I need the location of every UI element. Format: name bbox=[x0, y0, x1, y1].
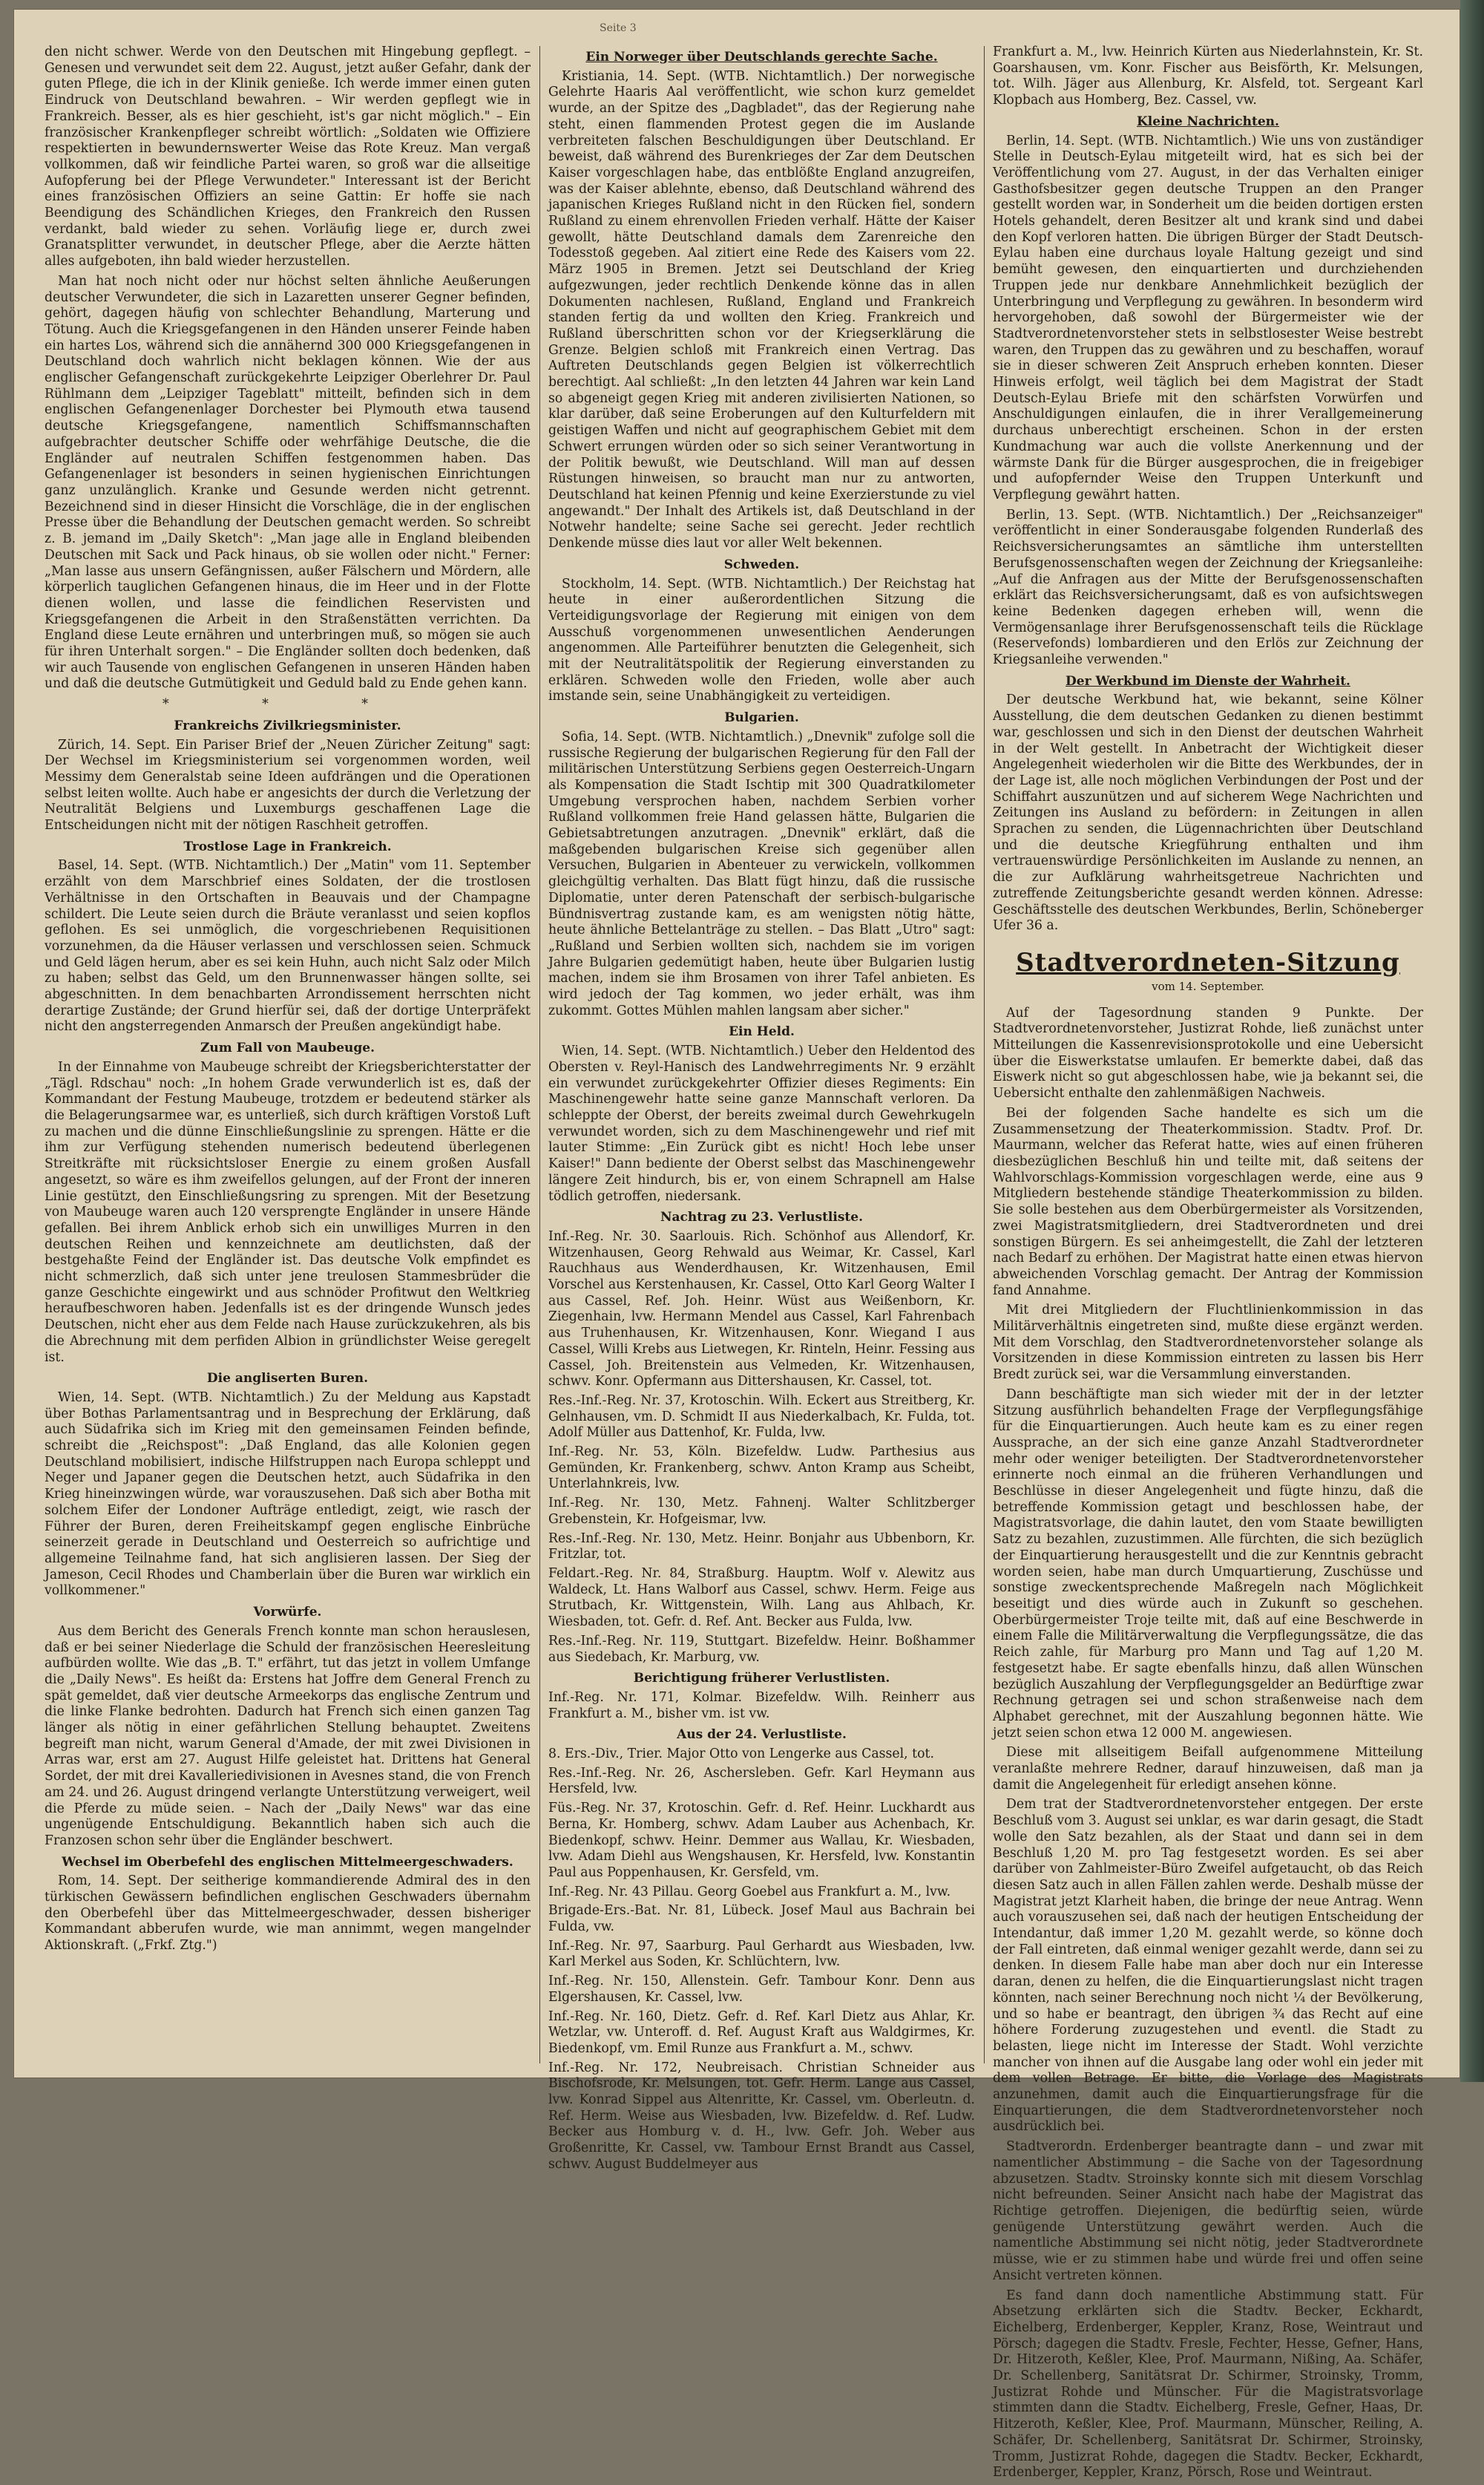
article-paragraph: Berlin, 14. Sept. (WTB. Nichtamtlich.) Wie uns von zuständiger Stelle in Deutsch-Eylau mitgeteilt wird, hat es sich bei der Veröffentlichung vom 27. August, in der das Verhalten einiger Gasthofsbesitzer gegen deutsche Truppen an den Pranger gestellt worden war, in Sonderheit um die beiden dortigen ersten Hotels gehandelt, deren Besitzer alt und krank sind und dabei den Kopf verloren hatten. Die übrigen Bürger der Stadt Deutsch-Eylau haben eine durchaus loyale Haltung gezeigt und sind bemüht gewesen, den einquartierten und durchziehenden Truppen jede nur denkbare Annehmlichkeit bezüglich der Unterbringung und Verpflegung zu gewähren. In besonderm wird hervorgehoben, daß sowohl der Bürgermeister wie der Stadtverordnetenvorsteher stets in selbstlosester Weise bestrebt waren, den Truppen das zu gewähren und zu beschaffen, worauf sie in dieser schweren Zeit Anspruch erheben konnten. Dieser Hinweis erfolgt, weil täglich bei dem Magistrat der Stadt Deutsch-Eylau Briefe mit den schärfsten Vorwürfen und Anschuldigungen einlaufen, die in ihrer Verallgemeinerung durchaus unberechtigt erscheinen. Schon in der ersten Kundmachung war auch die vollste Anerkennung und der wärmste Dank für die Bürger ausgesprochen, die in freigebiger und aufopfernder Weise den Truppen Unterkunft und Verpflegung gewährt hatten. bbox=[993, 133, 1423, 502]
article-paragraph: Basel, 14. Sept. (WTB. Nichtamtlich.) Der „Matin" vom 11. September erzählt von dem Marschbrief eines Soldaten, der die trostlosen Verhältnisse in den Ortschaften in Beauvais und der Champagne schildert. Die Leute seien durch die Bräute veranlasst und seien kopflos geflohen. Es sei unmöglich, die vorgeschriebenen Requisitionen vorzunehmen, da die Häuser verlassen und verschlossen seien. Schmuck und Geld lägen herum, aber es sei kein Huhn, auch nicht Salz oder Milch zu haben; selbst das Geld, um den Brunnenwasser hängen sollte, sei abgeschnitten. In dem benachbarten Arrondissement herrschten nicht derartige Zustände; der Grund hierfür sei, daß der dortige Unterpräfekt nicht den angsterregenden Anmarsch der Preußen angekündigt habe. bbox=[45, 858, 531, 1035]
article-paragraph: Berlin, 13. Sept. (WTB. Nichtamtlich.) Der „Reichsanzeiger" veröffentlicht in einer Sonderausgabe folgenden Runderlaß des Reichsversicherungsamtes an sämtliche ihm unterstellten Berufsgenossenschaften wegen der Zeichnung der Kriegsanleihe: „Auf die Anfragen aus der Mitte der Berufsgenossenschaften erklärt das Reichsversicherungsamt, daß es von aufsichtswegen keine Bedenken dagegen erheben will, wenn die Vermögensanlage ihrer Berufsgenossenschaft teils die Rücklage (Reservefonds) lombardieren und den Erlös zur Zeichnung der Kriegsanleihe verwenden." bbox=[993, 507, 1423, 668]
casualty-entry: Inf.-Reg. Nr. 171, Kolmar. Bizefeldw. Wilh. Reinherr aus Frankfurt a. M., bisher vm. ist vw. bbox=[548, 1689, 975, 1721]
section-heading: Frankreichs Zivilkriegsminister. bbox=[174, 718, 401, 733]
casualty-entry: Inf.-Reg. Nr. 172, Neubreisach. Christian Schneider aus Bischofsrode, Kr. Melsungen, tot. Gefr. Herm. Lange aus Cassel, lvw. Konrad Sippel aus Altenritte, Kr. Cassel, vm. Oberleutn. d. Ref. Herm. Weise aus Wiesbaden, lvw. Bizefeldw. d. Ref. Ludw. Becker aus Homburg v. d. H., lvw. Gefr. Joh. Weber aus Großenritte, Kr. Cassel, vw. Tambour Ernst Brandt aus Cassel, schwv. August Buddelmeyer aus bbox=[548, 2060, 975, 2172]
newspaper-page bbox=[13, 9, 1460, 2481]
article-paragraph: Wien, 14. Sept. (WTB. Nichtamtlich.) Zu der Meldung aus Kapstadt über Bothas Parlamentsantrag und in Besprechung der Erklärung, daß auch Südafrika sich im Krieg mit den gemeinsamen Feinden befinde, schreibt die „Reichspost": „Daß England, das alle Kolonien gegen Deutschland mobilisiert, indische Hilfstruppen nach Europa schleppt und Neger und Japaner gegen die Deutschen hetzt, auch Südafrika in den Krieg hineinzwingen würde, war vorauszusehen. Daß sich aber Botha mit solchem Eifer der Londoner Aufträge entledigt, zeigt, wie rasch der Führer der Buren, deren Freiheitskampf gegen englische Einbrüche seinerzeit gerade in Deutschland und Oesterreich so aufrichtige und allgemeine Teilnahme fand, hat sich anglisieren lassen. Der Sieg der Jameson, Cecil Rhodes und Chamberlain über die Buren war wirklich ein vollkommener." bbox=[45, 1389, 531, 1599]
section-heading: Vorwürfe. bbox=[253, 1605, 322, 1620]
section-heading: Trostlose Lage in Frankreich. bbox=[183, 839, 392, 854]
article-paragraph: Diese mit allseitigem Beifall aufgenommene Mitteilung veranlaßte mehrere Redner, darauf hinzuweisen, daß man ja damit die Angelegenheit für erledigt ansehen könne. bbox=[993, 1745, 1423, 1792]
article-paragraph: Aus dem Bericht des Generals French konnte man schon herauslesen, daß er bei seiner Niederlage die Schuld der französischen Heeresleitung aufbürden wollte. Wie das „B. T." erfährt, tut das jetzt in vollem Umfange die „Daily News". Es heißt da: Erstens hat Joffre dem General French zu spät gemeldet, daß vier deutsche Armeekorps das englische Zentrum und die linke Flanke bedrohten. Dadurch hat French sich einen ganzen Tag länger als nötig in einer gefährlichen Stellung behauptet. Zweitens begreift man nicht, warum General d'Amade, der mit zwei Divisionen in Arras war, erst am 27. August Hilfe geleistet hat. Drittens hat General Sordet, der mit drei Kavalleriedivisionen in Avesnes stand, die von French am 24. und 26. August dringend verlangte Unterstützung verweigert, weil die Pferde zu müde seien. – Nach der „Daily News" war das eine ungenügende Entschuldigung. Bekanntlich haben sich auch die Franzosen schon sehr über die Engländer beschwert. bbox=[45, 1623, 531, 1848]
casualty-entry: Res.-Inf.-Reg. Nr. 26, Aschersleben. Gefr. Karl Heymann aus Hersfeld, lvw. bbox=[548, 1765, 975, 1797]
casualty-list-heading: Berichtigung früherer Verlustlisten. bbox=[633, 1671, 890, 1686]
casualty-entry: Inf.-Reg. Nr. 97, Saarburg. Paul Gerhardt aus Wiesbaden, lvw. Karl Merkel aus Soden, Kr. Schlüchtern, lvw. bbox=[548, 1938, 975, 1970]
article-paragraph: Bei der folgenden Sache handelte es sich um die Zusammensetzung der Theaterkommission. Stadtv. Prof. Dr. Maurmann, welcher das Referat hatte, wies auf einen früheren diesbezüglichen Beschluß hin und teilte mit, daß seitens der Wahlvorschlags-Kommission vorgeschlagen werde, eine aus 9 Mitgliedern bestehende ständige Theaterkommission zu bilden. Sie solle bestehen aus dem Oberbürgermeister als Vorsitzenden, zwei Magistratsmitgliedern, drei Stadtverordneten und drei sonstigen Bürgern. Es sei anheimgestellt, die Zahl der letzteren nach Bedarf zu erhöhen. Der Magistrat hatte einen etwas hiervon abweichenden Vorschlag gemacht. Der Antrag der Kommission fand Annahme. bbox=[993, 1105, 1423, 1298]
article-paragraph: Dem trat der Stadtverordnetenvorsteher entgegen. Der erste Beschluß vom 3. August sei unklar, es war darin gesagt, die Stadt wolle den Satz bezahlen, als der Staat und dann sei in dem Beschluß 1,20 M. pro Tag festgesetzt worden. Es sei aber darüber von Zahlmeister-Büro Zweifel aufgetaucht, ob das Reich diesen Satz auch in allen Fällen zahlen werde. Deshalb müsse der Magistrat jetzt Klarheit haben, die bringe der neue Antrag. Wenn auch vorauszusehen sei, daß nach der heutigen Entscheidung der Intendantur, daß immer 1,20 M. gezahlt werde, so könne doch der Fall eintreten, daß einmal weniger gezahlt werde, dann sei zu denken. In diesem Falle habe man aber doch nur ein Interesse daran, denen zu helfen, die die Einquartierungslast nicht tragen könnten, nach seiner Berechnung noch nicht ¼ der Bevölkerung, und so habe er beantragt, den übrigen ¾ das Recht auf eine höhere Forderung zuzugestehen und eventl. die Stadt zu belasten, liege nicht im Interesse der Stadt. Wohl verzichte mancher von ihnen auf die Ausgabe lang oder wohl ein jeder mit dem vollen Betrage. Er bitte, die Vorlage des Magistrats anzunehmen, damit auch die Einquartierungsfrage für die Einquartierungen, die dem Stadtverordnetenvorsteher noch ausdrücklich bei. bbox=[993, 1797, 1423, 2135]
column-left bbox=[45, 45, 531, 1958]
casualty-entry: Inf.-Reg. Nr. 160, Dietz. Gefr. d. Ref. Karl Dietz aus Ahlar, Kr. Wetzlar, vw. Unteroff. d. Ref. August Kraft aus Waldgirmes, Kr. Biedenkopf, vm. Emil Runze aus Frankfurt a. M., schwv. bbox=[548, 2008, 975, 2056]
article-paragraph: Der deutsche Werkbund hat, wie bekannt, seine Kölner Ausstellung, die dem deutschen Gedanken zu dienen bestimmt war, geschlossen und sich in den Dienst der deutschen Wahrheit in der Welt gestellt. In Anbetracht der Wichtigkeit dieser Angelegenheit wiederholen wir die Bitte des Werkbundes, der in der Lage ist, alle noch möglichen Verbindungen der Post und der Schiffahrt auszunützen und auf sicherem Wege Nachrichten und Zeitungen ins Ausland zu befördern: in Zeitungen in allen Sprachen zu senden, die Lügennachrichten über Deutschland und die deutsche Kriegführung enthalten und ihm vertrauenswürdige Persönlichkeiten im Auslande zu nennen, an die zur Aufklärung wahrheitsgetreue Nachrichten und zutreffende Zeitungsberichte gesandt werden können. Adresse: Geschäftsstelle des deutschen Werkbundes, Berlin, Schöneberger Ufer 36 a. bbox=[993, 693, 1423, 934]
article-paragraph: Sofia, 14. Sept. (WTB. Nichtamtlich.) „Dnevnik" zufolge soll die russische Regierung der bulgarischen Regierung für den Fall der militärischen Unterstützung Serbiens gegen Oesterreich-Ungarn als Kompensation die Stadt Ischtip mit 300 Quadratkilometer Umgebung versprochen haben, nachdem Serbien vorher Rußland vollkommen freie Hand gelassen hätte, Bulgarien die Gebietsabtretungen anzutragen. „Dnevnik" erklärt, daß die maßgebenden bulgarischen Kreise sich gegenüber allen Versuchen, Bulgarien in Abenteuer zu verwickeln, vollkommen gleichgültig verhalten. Das Blatt fügt hinzu, daß die russische Diplomatie, unter deren Patenschaft der serbisch-bulgarische Bündnisvertrag zustande kam, es am wenigsten nötig hätte, heute ähnliche Bettelanträge zu stellen. – Das Blatt „Utro" sagt: „Rußland und Serbien wollten sich, nachdem sie im vorigen Jahre Bulgarien gedemütigt haben, heute über Bulgarien lustig machen, indem sie ihm Brosamen von ihrer Tafel anbieten. Es wird jedoch der Tag kommen, wo jeder erhält, was ihm zukommt. Gottes Mühlen mahlen langsam aber sicher." bbox=[548, 729, 975, 1018]
column-middle bbox=[548, 45, 975, 2176]
casualty-entry: Feldart.-Reg. Nr. 84, Straßburg. Hauptm. Wolf v. Alewitz aus Waldeck, Lt. Hans Walborf aus Cassel, schwv. Herm. Feige aus Strutbach, Kr. Wittgenstein, Wilh. Lang aus Ahlbach, Kr. Wiesbaden, tot. Gefr. d. Ref. Ant. Becker aus Fulda, lvw. bbox=[548, 1565, 975, 1630]
casualty-entry: Inf.-Reg. Nr. 43 Pillau. Georg Goebel aus Frankfurt a. M., lvw. bbox=[548, 1884, 951, 1899]
casualty-list-heading: Nachtrag zu 23. Verlustliste. bbox=[660, 1210, 864, 1225]
section-heading: Bulgarien. bbox=[724, 710, 799, 726]
council-session-date: vom 14. September. bbox=[1152, 979, 1264, 993]
article-paragraph: Stockholm, 14. Sept. (WTB. Nichtamtlich.) Der Reichstag hat heute in einer außerordentlichen Sitzung die Verteidigungsvorlage der Regierung mit einigen von dem Ausschuß vorgenommenen unwesentlichen Aenderungen angenommen. Alle Parteiführer benutzten die Gelegenheit, sich mit der Neutralitätspolitik der Regierung einverstanden zu erklären. Schweden wolle den Frieden, wolle aber auch imstande sein, seine Unabhängigkeit zu verteidigen. bbox=[548, 576, 975, 704]
casualty-entry: Inf.-Reg. Nr. 53, Köln. Bizefeldw. Ludw. Parthesius aus Gemünden, Kr. Frankenberg, schwv. Anton Kramp aus Scheibt, Unterlahnkreis, lvw. bbox=[548, 1444, 975, 1492]
article-paragraph: Auf der Tagesordnung standen 9 Punkte. Der Stadtverordnetenvorsteher, Justizrat Rohde, ließ zunächst unter Mitteilungen die Kassenrevisionsprotokolle und eine Uebersicht über die Eiswerkstatse umlaufen. Er bemerkte dabei, daß das Eiswerk nicht so gut abgeschlossen habe, wie ja bekannt sei, die Uebersicht enthalte den zahlenmäßigen Nachweis. bbox=[993, 1005, 1423, 1101]
section-heading: Ein Held. bbox=[729, 1024, 795, 1040]
section-heading: Zum Fall von Maubeuge. bbox=[200, 1041, 375, 1056]
casualty-entry: Res.-Inf.-Reg. Nr. 119, Stuttgart. Bizefeldw. Heinr. Boßhammer aus Siedebach, Kr. Marburg, vw. bbox=[548, 1633, 975, 1665]
column-right bbox=[993, 45, 1423, 2485]
article-paragraph: Kristiania, 14. Sept. (WTB. Nichtamtlich.) Der norwegische Gelehrte Haaris Aal veröffentlicht, wie schon kurz gemeldet wurde, an der Spitze des „Dagbladet", das der Regierung nahe steht, einen flammenden Protest gegen die im Auslande verbreiteten falschen Beschuldigungen über Deutschland. Er beweist, daß während des Burenkrieges der Zar dem Deutschen Kaiser vorgeschlagen habe, das entblößte England anzugreifen, was der Kaiser ablehnte, ebenso, daß Deutschland während des japanischen Krieges Rußland nicht in den Rücken fiel, sondern Rußland zu einem ehrenvollen Frieden verhalf. Hätte der Kaiser gewollt, hätte Deutschland damals dem Zarenreiche den Todesstoß gegeben. Aal zitiert eine Rede des Kaisers vom 22. März 1905 in Bremen. Jetzt sei Deutschland der Krieg aufgezwungen, jeder rechtlich Denkende könne das in allen Dokumenten nachlesen, Rußland, England und Frankreich standen fertig da und wollten den Krieg. Frankreich und Rußland überschritten schon vor der Kriegserklärung die Grenze. Belgien schloß mit Frankreich einen Vertrag. Das Auftreten Deutschlands gegen Belgien ist völkerrechtlich berechtigt. Aal schließt: „In den letzten 44 Jahren war kein Land so abgeneigt gegen Krieg mit anderen zivilisierten Nationen, so klar darüber, daß seine Eroberungen auf den Kulturfeldern mit geistigen Waffen und nicht auf geographischem Gebiet mit dem Schwert errungen würden oder so sich seiner Verantwortung in der Politik bewußt, wie Deutschland. Will man auf dessen Rüstungen hinweisen, so braucht man nur zu antworten, Deutschland hat keinen Pfennig und keine Exerzierstunde zu viel angewandt." Der Inhalt des Artikels ist, daß Deutschland in der Notwehr handelte; seine Sache sei gerecht. Jeder rechtlich Denkende müsse dies laut vor aller Welt bekennen. bbox=[548, 68, 975, 551]
section-heading: Die angliserten Buren. bbox=[206, 1371, 369, 1386]
casualty-entry: Inf.-Reg. Nr. 130, Metz. Fahnenj. Walter Schlitzberger Grebenstein, Kr. Hofgeismar, lvw. bbox=[548, 1496, 975, 1527]
article-paragraph: In der Einnahme von Maubeuge schreibt der Kriegsberichterstatter der „Tägl. Rdschau" noch: „In hohem Grade verwunderlich ist es, daß der Kommandant der Festung Maubeuge, trotzdem er bedeutend stärker als die Belagerungsarmee war, es unterließ, sich durch kräftigen Vorstoß Luft zu machen und die dünne Einschließungslinie zu sprengen. Hätte er die ihm zur Verfügung stehenden numerisch bedeutend überlegenen Streitkräfte mit rücksichtsloser Energie zu einem großen Ausfall angesetzt, so wäre es ihm zweifellos gelungen, auf der Front der inneren Linie gestützt, den Einschließungsring zu sprengen. Mit der Besetzung von Maubeuge waren auch 120 versprengte Engländer in unsere Hände gefallen. Bei ihrem Anblick erhob sich ein unwilliges Murren in den deutschen Reihen und kennzeichnete am deutlichsten, daß der bestgehaßte Feind der Engländer ist. Das deutsche Volk empfindet es nicht schmerzlich, daß sich unter jene treulosen Stammesbrüder die ganze Geschichte eingewirkt und aus schnöder Profitwut den Weltkrieg heraufbeschworen haben. Jedenfalls ist es der dringende Wunsch jedes Deutschen, nicht eher aus dem Felde nach Hause zurückzukehren, als bis die Abrechnung mit dem perfiden Albion in gründlichster Weise geregelt ist. bbox=[45, 1059, 531, 1365]
casualty-entry: Inf.-Reg. Nr. 150, Allenstein. Gefr. Tambour Konr. Denn aus Elgershausen, Kr. Cassel, lvw. bbox=[548, 1974, 975, 2005]
casualty-entry: Brigade-Ers.-Bat. Nr. 81, Lübeck. Josef Maul aus Bachrain bei Fulda, vw. bbox=[548, 1903, 975, 1935]
section-heading: Kleine Nachrichten. bbox=[1137, 114, 1279, 129]
column-rule bbox=[984, 46, 985, 2063]
casualty-entry: Inf.-Reg. Nr. 30. Saarlouis. Rich. Schönhof aus Allendorf, Kr. Witzenhausen, Georg Rehwald aus Weimar, Kr. Cassel, Karl Rauchhaus aus Wenderdhausen, Kr. Witzenhausen, Emil Vorschel aus Kerstenhausen, Kr. Cassel, Otto Karl Georg Walter I aus Cassel, Ref. Joh. Heinr. Wüst aus Weißenborn, Kr. Ziegenhain, lvw. Hermann Mendel aus Cassel, Karl Fahrenbach aus Truhenhausen, Kr. Witzenhausen, Konr. Wiegand I aus Cassel, Willi Krebs aus Lietwegen, Kr. Rinteln, Heinr. Fessing aus Cassel, Joh. Breitenstein aus Velmeden, Kr. Witzenhausen, schwv. Konr. Opfermann aus Dittershausen, Kr. Cassel, tot. bbox=[548, 1228, 975, 1389]
article-paragraph: Es fand dann doch namentliche Abstimmung statt. Für Absetzung erklärten sich die Stadtv. Becker, Eckhardt, Eichelberg, Erdenberger, Keppler, Kranz, Rose, Weintraut und Pörsch; dagegen die Stadtv. Fresle, Fechter, Hesse, Gefner, Hans, Dr. Hitzeroth, Keßler, Klee, Prof. Maurmann, Nißing, Aa. Schäfer, Dr. Schellenberg, Sanitätsrat Dr. Schirmer, Stroinsky, Tromm, Justizrat Rohde und Münscher. Für die Magistratsvorlage stimmten dann die Stadtv. Eichelberg, Fresle, Gefner, Haas, Dr. Hitzeroth, Keßler, Klee, Prof. Maurmann, Münscher, Reiling, A. Schäfer, Dr. Schellenberg, Sanitätsrat Dr. Schirmer, Stroinsky, Tromm, Justizrat Rohde, dagegen die Stadtv. Becker, Eckhardt, Erdenberger, Keppler, Kranz, Pörsch, Rose und Weintraut. bbox=[993, 2288, 1423, 2481]
council-session-heading: Stadtverordneten-Sitzung bbox=[1016, 947, 1400, 978]
section-divider-stars: * * * bbox=[162, 697, 413, 713]
article-paragraph: Man hat noch nicht oder nur höchst selten ähnliche Aeußerungen deutscher Verwundeter, die sich in Lazaretten unserer Gegner befinden, gehört, dagegen häufig von schlechter Behandlung, Marterung und Tötung. Auch die Kriegsgefangenen in den Händen unserer Feinde haben ein hartes Los, während sich die annähernd 300 000 Kriegsgefangenen in Deutschland doch wahrlich nicht beklagen können. Wie der aus englischer Gefangenschaft zurückgekehrte Leipziger Oberlehrer Dr. Paul Rühlmann dem „Leipziger Tageblatt" mitteilt, befinden sich in dem englischen Gefangenenlager Dorchester bei Plymouth etwa tausend deutsche Kriegsgefangene, namentlich Schiffsmannschaften aufgebrachter deutscher Schiffe oder wehrfähige Deutsche, die die Engländer auf neutralen Schiffen festgenommen haben. Das Gefangenenlager ist besonders in seinen hygienischen Einrichtungen ganz unzulänglich. Kranke und Gesunde werden nicht getrennt. Bezeichnend sind in dieser Hinsicht die Vorschläge, die in der englischen Presse über die Behandlung der Deutschen gemacht werden. So schreibt z. B. jemand im „Daily Sketch": „Man jage alle in England bleibenden Deutschen mit Sack und Pack hinaus, ob sie wollen oder nicht." Ferner: „Man lasse aus unsern Gefängnissen, außer Fälschern und Mördern, alle körperlich tauglichen Gefangenen hinaus, die im Heer und in der Flotte dienen wollen, und lasse die feindlichen Reservisten und Kriegsgefangenen die Arbeit in den Straßenstätten verrichten. Da England diese Leute ernähren und unterbringen muß, so mögen sie auch für ihren Unterhalt sorgen." – Die Engländer sollten doch bedenken, daß wir auch Tausende von englischen Gefangenen in unseren Händen haben und daß die deutsche Gutmütigkeit und Geduld bald zu Ende gehen kann. bbox=[45, 273, 531, 692]
section-heading: Ein Norweger über Deutschlands gerechte Sache. bbox=[585, 50, 938, 65]
article-paragraph: den nicht schwer. Werde von den Deutschen mit Hingebung gepflegt. – Genesen und verwundet seit dem 22. August, jetzt außer Gefahr, dank der guten Pflege, die ich in der Klinik genieße. Ich werde immer einen guten Eindruck von Deutschland bewahren. – Wir werden gepflegt wie in Frankreich. Besser, als es hier geschieht, ist's gar nicht möglich." – Ein französischer Krankenpfleger schreibt wörtlich: „Soldaten wie Offiziere respektierten in bewundernswerter Weise das Rote Kreuz. Man vergaß vollkommen, daß wir feindliche Partei waren, so groß war die allseitige Aufopferung bei der Pflege Verwundeter." Interessant ist der Bericht eines französischen Offiziers an seine Gattin: Er hoffe sie nach Beendigung des Schändlichen Krieges, den Frankreich den Russen verdankt, bald wieder zu sehen. Vorläufig liege er, durch zwei Granatsplitter verwundet, in deutscher Pflege, aber die Aerzte hätten alles aufgeboten, ihn bald wieder herzustellen. bbox=[45, 45, 531, 269]
article-paragraph: Dann beschäftigte man sich wieder mit der in der letzter Sitzung ausführlich behandelten Frage der Verpflegungsfähige für die Einquartierungen. Auch heute kam es zu einer regen Aussprache, an der sich eine ganze Anzahl Stadtverordneter mehr oder weniger beteiligten. Der Stadtverordnetenvorsteher erinnerte noch einmal an die früheren Verhandlungen und Beschlüsse in dieser Angelegenheit und fügte hinzu, daß die betreffende Kommission getagt und beschlossen habe, der Magistratsvorlage, die dahin lautet, den vom Staate bewilligten Satz zu bezahlen, zuzustimmen. Alle fürchten, die sich bezüglich der Einquartierung herausgestellt und die zur Kenntnis gebracht worden seien, habe man durch Umquartierung, Zuschüsse und sonstige zweckentsprechende Maßregeln nach Möglichkeit beseitigt und dies würde auch in Zukunft so geschehen. Oberbürgermeister Troje teilte mit, daß auf eine Beschwerde in einem Falle die Militärverwaltung die Verpflegungssätze, die das Reich zahle, für Marburg pro Mann und Tag auf 1,20 M. festgesetzt habe. Er sagte ebenfalls hinzu, daß allen Wünschen bezüglich Auszahlung der Verpflegungsgelder an Bedürftige zwar Rechnung getragen sei und schon straßenweise nach dem Alphabet gerechnet, mit der Auszahlung begonnen hätte. Wie jetzt seien schon etwa 12 000 M. angewiesen. bbox=[993, 1386, 1423, 1741]
page-number: Seite 3 bbox=[600, 22, 637, 34]
casualty-entry: Füs.-Reg. Nr. 37, Krotoschin. Gefr. d. Ref. Heinr. Luckhardt aus Berna, Kr. Homberg, schwv. Adam Lauber aus Achenbach, Kr. Biedenkopf, schwv. Heinr. Demmer aus Wallau, Kr. Wiesbaden, lvw. Adam Diehl aus Wengshausen, Kr. Hersfeld, lvw. Konstantin Paul aus Poppenhausen, Kr. Gersfeld, vm. bbox=[548, 1801, 975, 1880]
section-heading: Schweden. bbox=[723, 557, 800, 572]
article-paragraph: Frankfurt a. M., lvw. Heinrich Kürten aus Niederlahnstein, Kr. St. Goarshausen, vm. Konr. Fischer aus Beisförth, Kr. Melsungen, tot. Wilh. Jäger aus Allenburg, Kr. Alsfeld, tot. Sergeant Karl Klopbach aus Homberg, Bez. Cassel, vw. bbox=[993, 45, 1423, 108]
casualty-entry: 8. Ers.-Div., Trier. Major Otto von Lengerke aus Cassel, tot. bbox=[548, 1746, 934, 1762]
book-binding-edge bbox=[1460, 0, 1484, 2082]
article-paragraph: Stadtverordn. Erdenberger beantragte dann – und zwar mit namentlicher Abstimmung – die Sache von der Tagesordnung abzusetzen. Stadtv. Stroinsky konnte sich mit diesem Vorschlag nicht befreunden. Seiner Ansicht nach habe der Magistrat das Richtige getroffen. Diejenigen, die bedürftig seien, würde genügende Unterstützung gewährt werden. Auch die namentliche Abstimmung sei nicht nötig, jeder Stadtverordnete müsse, wie er zu stimmen habe und würde frei und offen seine Ansicht vertreten können. bbox=[993, 2139, 1423, 2283]
column-rule bbox=[539, 46, 540, 2063]
section-heading: Der Werkbund im Dienste der Wahrheit. bbox=[1066, 673, 1350, 689]
casualty-list-heading: Aus der 24. Verlustliste. bbox=[677, 1727, 847, 1743]
article-paragraph: Rom, 14. Sept. Der seitherige kommandierende Admiral des in den türkischen Gewässern befindlichen englischen Geschwaders übernahm den Oberbefehl über das Mittelmeergeschwader, dessen bisheriger Kommandant abberufen wurde, wie man annimmt, wegen mangelnder Aktionskraft. („Frkf. Ztg.") bbox=[45, 1873, 531, 1954]
article-paragraph: Wien, 14. Sept. (WTB. Nichtamtlich.) Ueber den Heldentod des Obersten v. Reyl-Hanisch des Landwehrregiments Nr. 9 erzählt ein verwundet zurückgekehrter Offizier dieses Regiments: Ein Maschinengewehr hatte seine ganze Mannschaft verloren. Da schleppte der Oberst, der bereits zweimal durch Gewehrkugeln verwundet worden, sich zu dem Maschinengewehr und rief mit lauter Stimme: „Ein Zurück gibt es nicht! Hoch lebe unser Kaiser!" Dann bediente der Oberst selbst das Maschinengewehr längere Zeit hindurch, bis er, von einem Schrapnell am Halse tödlich getroffen, niedersank. bbox=[548, 1044, 975, 1204]
article-paragraph: Mit drei Mitgliedern der Fluchtlinienkommission in das Militärverhältnis eingetreten sind, mußte diese ergänzt werden. Mit dem Vorschlag, den Stadtverordnetenvorsteher solange als Vorsitzenden in diese Kommission eintreten zu lassen bis Herr Bredt zurück sei, war die Versammlung einverstanden. bbox=[993, 1303, 1423, 1383]
casualty-entry: Res.-Inf.-Reg. Nr. 37, Krotoschin. Wilh. Eckert aus Streitberg, Kr. Gelnhausen, vm. D. Schmidt II aus Niederkalbach, Kr. Fulda, tot. Adolf Müller aus Dattenhof, Kr. Fulda, lvw. bbox=[548, 1392, 975, 1441]
article-paragraph: Zürich, 14. Sept. Ein Pariser Brief der „Neuen Züricher Zeitung" sagt: Der Wechsel im Kriegsministerium sei vorgenommen worden, weil Messimy dem Generalstab seine Ideen aufdrängen und die Operationen selbst leiten wollte. Auch habe er angesichts der durch die Verletzung der Neutralität Belgiens und Luxemburgs geschaffenen Lage die Entscheidungen nicht mit der nötigen Raschheit getroffen. bbox=[45, 737, 531, 834]
casualty-entry: Res.-Inf.-Reg. Nr. 130, Metz. Heinr. Bonjahr aus Ubbenborn, Kr. Fritzlar, tot. bbox=[548, 1530, 975, 1562]
section-heading: Wechsel im Oberbefehl des englischen Mittelmeergeschwaders. bbox=[62, 1854, 513, 1870]
